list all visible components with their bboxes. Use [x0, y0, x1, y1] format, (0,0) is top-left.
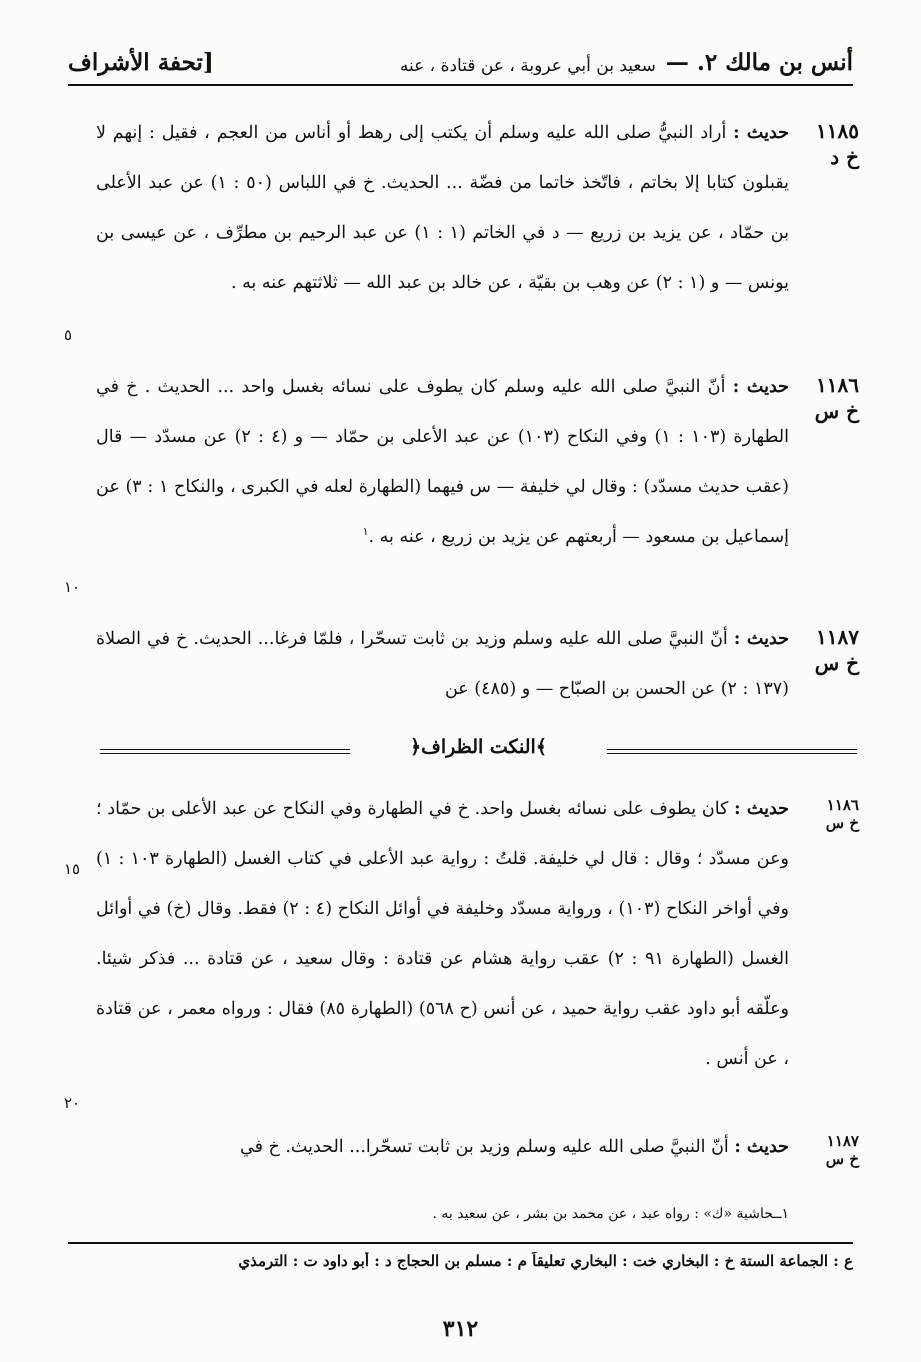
hadith-number: [797, 624, 859, 676]
line-number: ٢٠: [64, 1094, 81, 1112]
entry-keyword: حديث :: [733, 629, 789, 649]
line-number: ١٠: [64, 578, 81, 596]
legend-rule: [68, 1242, 853, 1244]
source-codes: خ د: [830, 145, 859, 169]
header-rule: [68, 84, 853, 86]
hadith-number-value: ١١٨٦: [816, 373, 859, 397]
entry-text: أنّ النبيَّ صلى الله عليه وسلم وزيد بن ثابت تسحّرا... الحديث. خ في: [239, 1137, 729, 1157]
footnote: ١ــحاشية «ك» : رواه عبد ، عن محمد بن بشر ، عن سعيد به .: [432, 1206, 789, 1222]
hadith-entry: [96, 362, 789, 562]
header-book-title: [تحفة الأشراف: [68, 49, 214, 76]
abbreviation-legend: ع : الجماعة الستة خ : البخاري خت : البخاري تعليقاً م : مسلم بن الحجاج د : أبو داود ت : الترمذي: [238, 1252, 853, 1270]
hadith-number-value: ١١٨٧: [816, 625, 859, 649]
source-codes: خ س: [825, 1150, 859, 1168]
line-number: ٥: [64, 326, 73, 344]
hadith-number-value: ١١٨٥: [816, 119, 859, 143]
entry-keyword: حديث :: [734, 799, 789, 819]
entry-text: كان يطوف على نسائه بغسل واحد. خ في الطهارة وفي النكاح عن عبد الأعلى بن حمّاد ؛ وعن مسدّد ؛ وقال : قال لي خليفة. قلتُ : رواية عبد الأعلى في كتاب الغسل (الطهارة ١٠٣ : ١) وفي أواخر النكاح (١٠٣) ، ورواية مسدّد وخليفة في أوائل النكاح (٤ : ٢) فقط. وقال (خ) في أوائل الغسل (الطهارة ٩١ : ٢) عقب رواية هشام عن قتادة : وقال سعيد ، عن قتادة ... فذكر شيئا. وعلّقه أبو داود عقب رواية حميد ، عن أنس (ح ٥٦٨) (الطهارة ٨٥) فقال : ورواه معمر ، عن قتادة ، عن أنس .: [96, 799, 789, 1069]
running-header: [68, 30, 853, 76]
section-title: ﴿النكت الظراف﴾: [410, 736, 547, 758]
footnote-mark: ١: [362, 525, 369, 539]
section-divider: [100, 732, 857, 768]
entry-text: أنّ النبيَّ صلى الله عليه وسلم كان يطوف على نسائه بغسل واحد ... الحديث . خ في الطهارة (١٠٣ : ١) وفي النكاح (١٠٣) عن عبد الأعلى بن حمّاد — و (٤ : ٢) عن مسدّد — قال (عقب حديث مسدّد) : وقال لي خليفة — س فيهما (الطهارة لعله في الكبرى ، والنكاح ١ : ٣) عن إسماعيل بن مسعود — أربعتهم عن يزيد بن زريع ، عنه به .: [96, 377, 790, 547]
entry-keyword: حديث :: [732, 377, 789, 397]
source-codes: خ س: [825, 814, 859, 832]
entry-text: أراد النبيُّ صلى الله عليه وسلم أن يكتب إلى رهط أو أناس من العجم ، فقيل : إنهم لا يقبلون كتابا إلا بخاتم ، فاتّخذ خاتما من فضّة ... الحديث. خ في اللباس (٥٠ : ١) عن عبد الأعلى بن حمّاد ، عن يزيد بن زريع — د في الخاتم (١ : ١) عن عبد الرحيم بن مطرِّف ، عن عيسى بن يونس — و (١ : ٢) عن وهب بن بقيّة ، عن خالد بن عبد الله — ثلاثتهم عنه به .: [96, 123, 789, 293]
entry-keyword: حديث :: [734, 1137, 789, 1157]
header-narrator: أنس بن مالك ٢. —: [665, 49, 853, 76]
note-number: [797, 1132, 859, 1168]
note-number-value: ١١٨٧: [826, 1132, 859, 1150]
header-chain: سعيد بن أبي عروبة ، عن قتادة ، عنه: [399, 56, 656, 76]
hadith-entry: [96, 108, 789, 308]
hadith-number: [797, 118, 859, 170]
note-number-value: ١١٨٦: [826, 796, 859, 814]
note-entry: [96, 784, 789, 1084]
note-entry: [96, 1122, 789, 1172]
note-number: [797, 796, 859, 832]
line-number: ١٥: [64, 860, 81, 878]
source-codes: خ س: [814, 651, 859, 675]
source-codes: خ س: [814, 399, 859, 423]
entry-keyword: حديث :: [733, 123, 789, 143]
entry-text: أنّ النبيَّ صلى الله عليه وسلم وزيد بن ثابت تسحّرا ، فلمّا فرغا... الحديث. خ في الصلاة (١٣٧ : ٢) عن الحسن بن الصبّاح — و (٤٨٥) عن: [96, 629, 789, 699]
hadith-entry: [96, 614, 789, 714]
page-number: ٣١٢: [442, 1316, 479, 1342]
hadith-number: [797, 372, 859, 424]
